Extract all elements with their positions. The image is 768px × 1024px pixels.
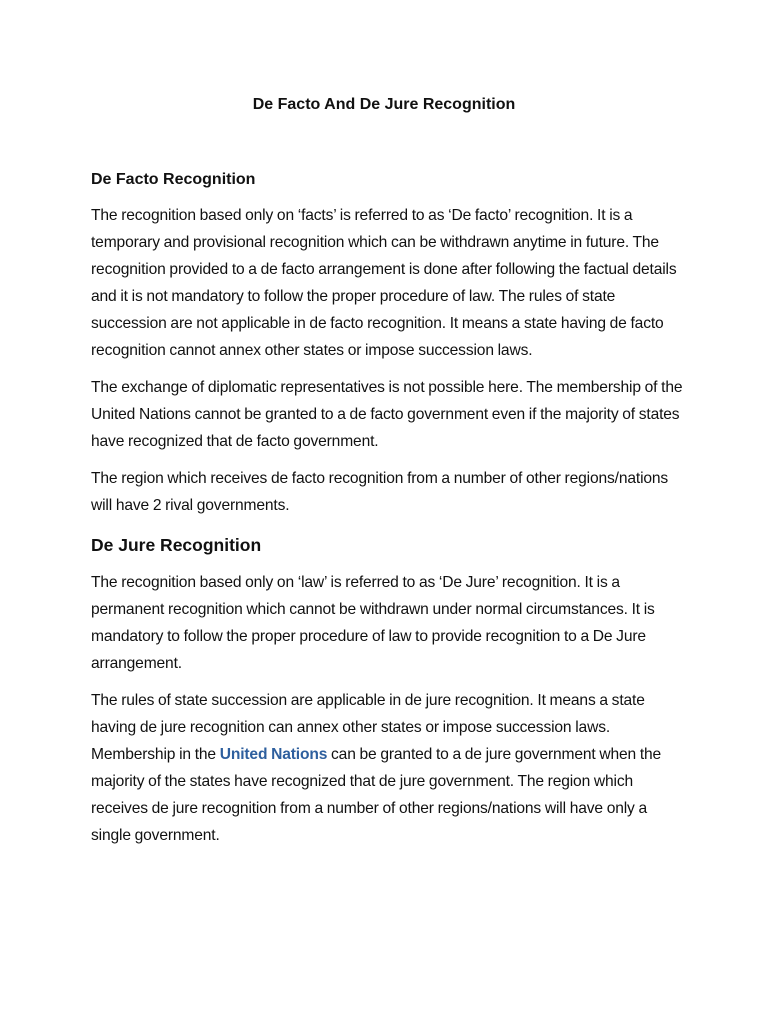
document-body [91, 168, 687, 849]
paragraph-de-facto-3: The region which receives de facto recognition from a number of other regions/nations will have 2 rival governments. [91, 470, 669, 514]
section-heading-de-jure: De Jure Recognition [91, 535, 262, 555]
paragraph-de-jure-1: The recognition based only on ‘law’ is referred to as ‘De Jure’ recognition. It is a permanent recognition which cannot be withdrawn under normal circumstances. It is mandatory to follow the proper procedure of law to provide recognition to a De Jure arrangement. [91, 574, 655, 672]
paragraph-de-jure-2 [91, 687, 687, 849]
paragraph-de-facto-1: The recognition based only on ‘facts’ is referred to as ‘De facto’ recognition. It is a temporary and provisional recognition which can be withdrawn anytime in future. The recognition provided to a de facto arrangement is done after following the factual details and it is not mandatory to follow the proper procedure of law. The rules of state succession are not applicable in de facto recognition. It means a state having de facto recognition cannot annex other states or impose succession laws. [91, 207, 677, 359]
paragraph-de-facto-2: The exchange of diplomatic representatives is not possible here. The membership of the United Nations cannot be granted to a de facto government even if the majority of states have recognized that de facto government. [91, 379, 683, 450]
united-nations-link[interactable]: United Nations [219, 746, 328, 763]
section-heading-de-facto: De Facto Recognition [91, 171, 256, 188]
paragraph-text-before-link: The rules of state succession are applicable in de jure recognition. It means a state having de jure recognition can annex other states or impose succession laws. Membership in the [91, 692, 645, 763]
paragraph-text-after-link: can be granted to a de jure government when the majority of the states have recognized that de jure government. The region which receives de jure recognition from a number of other regions/nations will have only a single government. [91, 746, 662, 844]
page-title: De Facto And De Jure Recognition [252, 96, 516, 113]
section-de-facto [91, 168, 687, 519]
section-de-jure [91, 533, 687, 849]
